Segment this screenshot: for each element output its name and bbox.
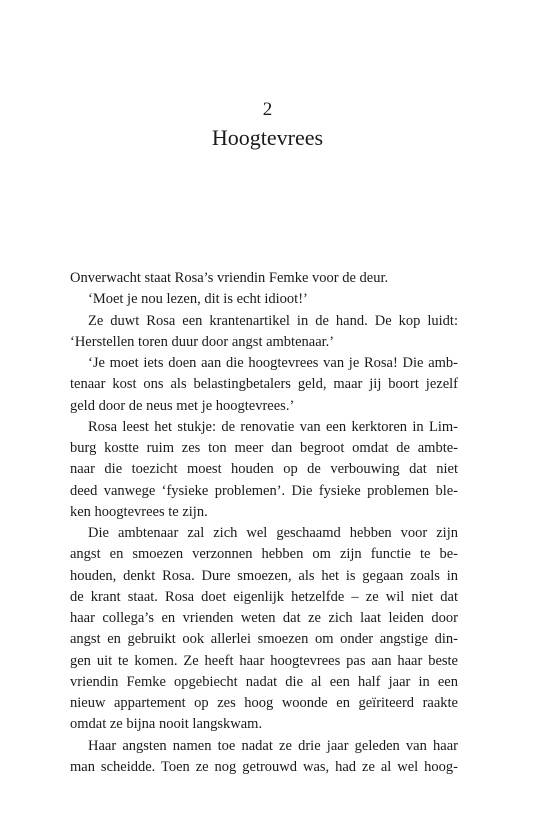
chapter-title: Hoogtevrees (211, 125, 324, 150)
text-line: gen uit te komen. Ze heeft haar hoogtevrees pas aan haar beste (70, 652, 458, 669)
text-line: ‘Herstellen toren duur door angst ambtenaar.’ (70, 333, 335, 350)
text-line: nieuw appartement op zes hoog woonde en geïriteerd raakte (70, 695, 458, 711)
text-line: haar collega’s en vrienden weten dat ze zich laat leiden door (70, 610, 458, 626)
text-line: angst en smoezen verzonnen hebben om zijn functie te be- (70, 546, 458, 563)
chapter-number: 2 (262, 99, 273, 120)
text-line: tenaar kost ons als belastingbetalers geld, maar jij boort jezelf (70, 376, 458, 393)
text-line: Die ambtenaar zal zich wel geschaamd hebben voor zijn (88, 525, 458, 541)
text-line: Rosa leest het stukje: de renovatie van een kerktoren in Lim- (88, 418, 458, 435)
text-line: vriendin Femke opgebiecht nadat die al een half jaar in een (70, 673, 458, 690)
text-line: Haar angsten namen toe nadat ze drie jaar geleden van haar (88, 737, 458, 754)
text-line: deed vanwege ‘fysieke problemen’. Die fysieke problemen ble- (70, 482, 458, 499)
text-line: angst en gebruikt ook allerlei smoezen om onder angstige din- (70, 631, 458, 648)
text-line: Ze duwt Rosa een krantenartikel in de hand. De kop luidt: (88, 312, 458, 329)
text-line: man scheidde. Toen ze nog getrouwd was, had ze al wel hoog- (70, 758, 458, 775)
body-text (70, 268, 458, 778)
text-line: ken hoogtevrees te zijn. (70, 503, 208, 520)
text-line: omdat ze bijna nooit langskwam. (70, 716, 263, 733)
text-line: geld door de neus met je hoogtevrees.’ (70, 397, 295, 414)
text-line: de krant staat. Rosa doet eigenlijk hetzelfde – ze wil niet dat (70, 588, 458, 605)
text-line: houden, denkt Rosa. Dure smoezen, als het is gegaan zoals in (70, 567, 458, 584)
text-line: naar die toezicht moest houden op de verbouwing dat niet (70, 461, 458, 478)
text-line: ‘Je moet iets doen aan die hoogtevrees van je Rosa! Die amb- (88, 355, 458, 371)
text-line: ‘Moet je nou lezen, dit is echt idioot!’ (88, 291, 308, 308)
text-line: burg kostte ruim zes ton meer dan begroot omdat de ambte- (70, 440, 458, 456)
text-line: Onverwacht staat Rosa’s vriendin Femke voor de deur. (70, 270, 389, 286)
